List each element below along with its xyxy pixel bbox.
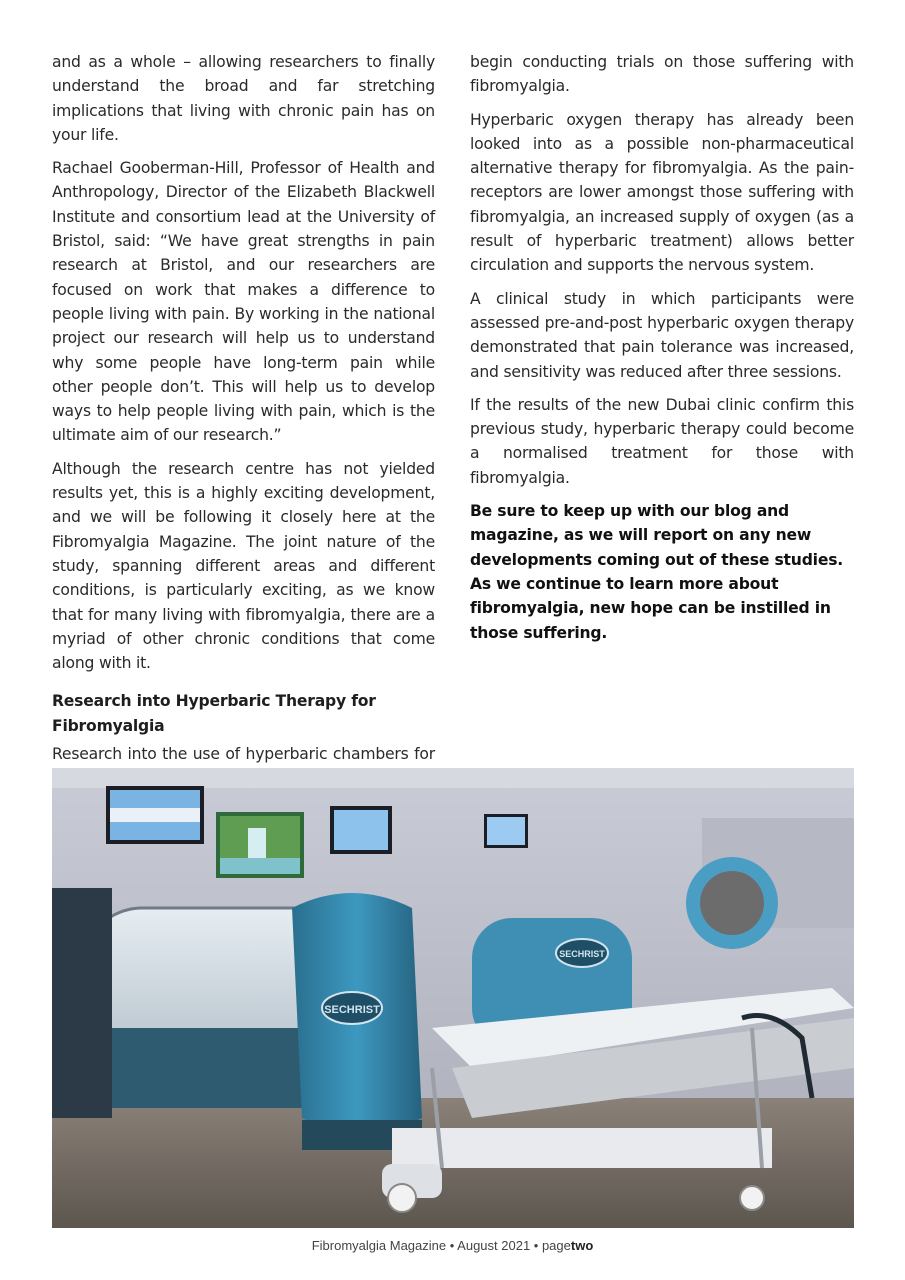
page-footer: [0, 1238, 905, 1253]
right-paragraph-4: If the results of the new Dubai clinic confirm this previous study, hyperbaric therapy could become a normalised treatment for those with fibromyalgia.: [470, 395, 854, 487]
waterfall-painting: [216, 812, 304, 878]
left-paragraph-3: Although the research centre has not yielded results yet, this is a highly exciting development, and we will be following it closely here at the Fibromyalgia Magazine. The joint nature of the study, spanning different areas and different conditions, is particularly exciting, as we know that for many living with fibromyalgia, there are a myriad of other chronic conditions that come along with it.: [52, 459, 435, 673]
closing-note: Be sure to keep up with our blog and magazine, as we will report on any new developments coming out of these studies. As we continue to learn more about fibromyalgia, new hope can be instilled in those suffering.: [470, 502, 844, 642]
left-paragraph-1: and as a whole – allowing researchers to finally understand the broad and far stretching implications that living with chronic pain has on your life.: [52, 53, 435, 144]
footer-text: Fibromyalgia Magazine • August 2021 • page: [311, 1238, 571, 1253]
clinic-illustration: [52, 768, 854, 1228]
right-paragraph-2: Hyperbaric oxygen therapy has already been looked into as a possible non-pharmaceutical alternative therapy for fibromyalgia. As the pain-receptors are lower amongst those suffering with fibromyalgia, an increased supply of oxygen (as a result of hyperbaric treatment) allows better circulation and supports the nervous system.: [470, 110, 854, 275]
brand-label-right: SECHRIST: [559, 949, 605, 959]
right-column: [470, 50, 854, 654]
left-paragraph-4: Research into the use of hyperbaric chambers for: [52, 745, 435, 764]
footer-page-word: two: [570, 1238, 594, 1253]
brand-label-left: SECHRIST: [324, 1004, 380, 1016]
section-heading: Research into Hyperbaric Therapy for Fibromyalgia: [52, 692, 376, 735]
left-paragraph-2: Rachael Gooberman-Hill, Professor of Health and Anthropology, Director of the Elizabeth Blackwell Institute and consortium lead at the University of Bristol, said: “We have great strengths in pain research at Bristol, and our researchers are focused on work that makes a difference to people living with pain. By working in the national project our research will help us to understand why some people have long-term pain while other people don’t. This will help us to develop ways to help people living with pain, which is the ultimate aim of our research.”: [52, 159, 435, 445]
right-paragraph-1: begin conducting trials on those suffering with fibromyalgia.: [470, 53, 854, 96]
hyperbaric-chamber-photo: [52, 768, 854, 1228]
right-paragraph-3: A clinical study in which participants were assessed pre-and-post hyperbaric oxygen therapy demonstrated that pain tolerance was increased, and sensitivity was reduced after three sessions.: [470, 289, 854, 381]
left-column: [52, 50, 435, 848]
chamber-back: [686, 857, 778, 949]
